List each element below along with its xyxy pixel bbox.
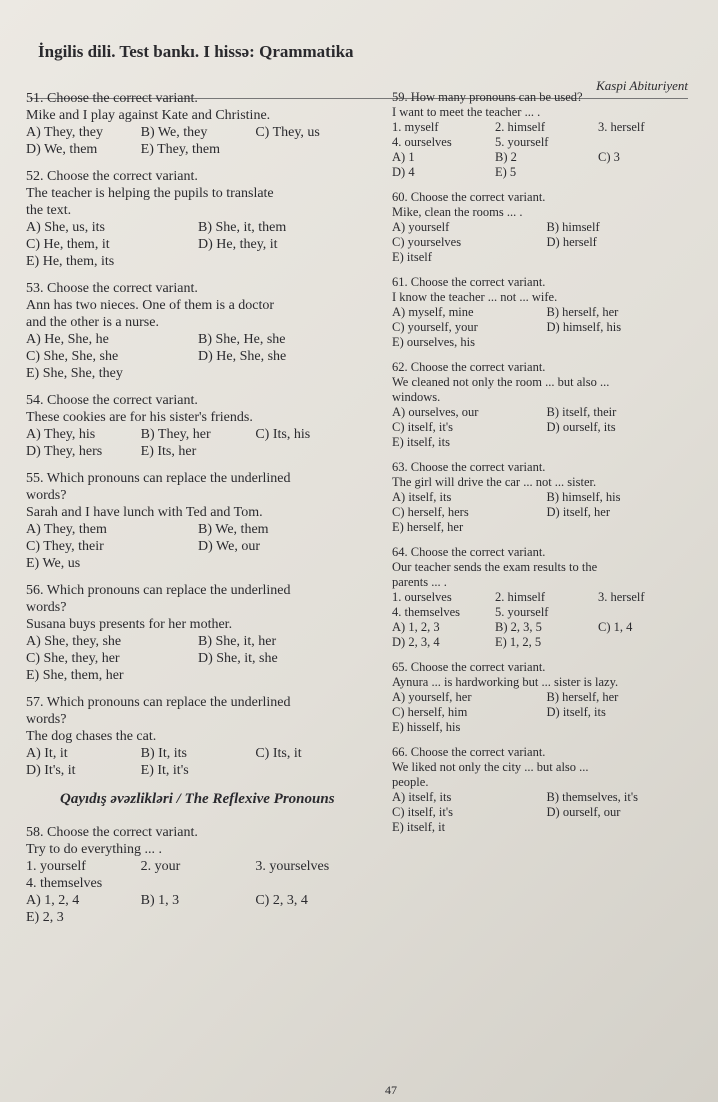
answer-option: E) herself, her [392, 520, 464, 534]
question-block [26, 280, 366, 382]
item-list [392, 120, 697, 150]
answer-option: D) They, hers [26, 444, 103, 459]
answer-option: D) itself, her [546, 505, 611, 519]
answer-option: C) yourself, your [392, 320, 478, 334]
answer-option: B) It, its [140, 746, 187, 761]
answer-option: C) 1, 4 [598, 620, 633, 634]
question-stem: 56. Which pronouns can replace the underlined [26, 583, 291, 598]
question-line: These cookies are for his sister's friends. [26, 410, 253, 425]
answer-options [392, 150, 697, 180]
answer-option: D) 2, 3, 4 [392, 635, 440, 649]
answer-option: B) We, them [198, 522, 269, 537]
answer-option: C) She, She, she [26, 349, 119, 364]
question-line: words? [26, 600, 67, 615]
page-number: 47 [385, 1083, 397, 1097]
answer-option: B) They, her [140, 427, 211, 442]
question-line: Mike, clean the rooms ... . [392, 205, 523, 219]
answer-option: A) 1 [392, 150, 415, 164]
answer-option: C) They, their [26, 539, 104, 554]
question-block [26, 694, 366, 779]
question-stem: 52. Choose the correct variant. [26, 169, 198, 184]
answer-option: E) ourselves, his [392, 335, 475, 349]
answer-option: E) itself, it [392, 820, 446, 834]
answer-option: C) Its, his [255, 427, 311, 442]
answer-options [26, 331, 366, 382]
answer-option: C) itself, it's [392, 805, 453, 819]
answer-option: B) 1, 3 [140, 893, 180, 908]
question-line: I know the teacher ... not ... wife. [392, 290, 558, 304]
question-line: We liked not only the city ... but also ... [392, 760, 589, 774]
answer-option: B) She, it, them [198, 220, 287, 235]
answer-option: D) 4 [392, 165, 415, 179]
question-line: and the other is a nurse. [26, 315, 159, 330]
answer-options [26, 521, 366, 572]
question-stem: 58. Choose the correct variant. [26, 825, 198, 840]
list-item: 2. your [140, 859, 181, 874]
answer-option: C) 3 [598, 150, 620, 164]
question-line: The teacher is helping the pupils to translate [26, 186, 274, 201]
question-stem: 57. Which pronouns can replace the underlined [26, 695, 291, 710]
answer-option: C) 2, 3, 4 [255, 893, 308, 908]
answer-option: E) 5 [495, 165, 517, 179]
question-line: Our teacher sends the exam results to the [392, 560, 598, 574]
list-item: 4. ourselves [392, 135, 452, 149]
answer-option: A) yourself [392, 220, 450, 234]
answer-option: B) 2, 3, 5 [495, 620, 542, 634]
question-line: I want to meet the teacher ... . [392, 105, 541, 119]
question-block [26, 168, 366, 270]
answer-options [392, 490, 697, 535]
left-question-list [26, 90, 366, 779]
list-item: 1. ourselves [392, 590, 452, 604]
question-block [392, 660, 697, 735]
answer-option: A) It, it [26, 746, 68, 761]
question-line: people. [392, 775, 429, 789]
left-column [26, 90, 366, 936]
question-stem: 55. Which pronouns can replace the underlined [26, 471, 291, 486]
question-stem: 53. Choose the correct variant. [26, 281, 198, 296]
question-line: The girl will drive the car ... not ... sister. [392, 475, 597, 489]
question-stem: 59. How many pronouns can be used? [392, 90, 583, 104]
question-line: Mike and I play against Kate and Christine. [26, 108, 271, 123]
answer-option: E) itself, its [392, 435, 450, 449]
question-stem: 63. Choose the correct variant. [392, 460, 546, 474]
right-question-list [392, 90, 697, 835]
answer-option: E) She, them, her [26, 668, 124, 683]
answer-option: E) itself [392, 250, 432, 264]
item-list [26, 858, 366, 892]
answer-option: A) yourself, her [392, 690, 472, 704]
list-item: 3. herself [598, 120, 645, 134]
answer-option: A) 1, 2, 3 [392, 620, 440, 634]
answer-option: B) herself, her [546, 305, 619, 319]
question-block [26, 90, 366, 158]
question-stem: 62. Choose the correct variant. [392, 360, 546, 374]
answer-option: D) She, it, she [198, 651, 278, 666]
answer-option: C) herself, hers [392, 505, 469, 519]
answer-options [392, 690, 697, 735]
question-line: Sarah and I have lunch with Ted and Tom. [26, 505, 263, 520]
question-line: the text. [26, 203, 72, 218]
answer-options [26, 219, 366, 270]
list-item: 2. himself [495, 590, 545, 604]
answer-option: A) ourselves, our [392, 405, 479, 419]
answer-option: D) ourself, our [546, 805, 621, 819]
answer-options [26, 745, 366, 779]
right-column [392, 90, 697, 845]
answer-option: E) We, us [26, 556, 81, 571]
question-block [392, 190, 697, 265]
answer-option: A) itself, its [392, 790, 452, 804]
list-item: 3. herself [598, 590, 645, 604]
answer-option: E) hisself, his [392, 720, 461, 734]
question-block [392, 360, 697, 450]
question-line: words? [26, 488, 67, 503]
question-block [26, 392, 366, 460]
list-item: 4. themselves [392, 605, 461, 619]
answer-option: E) They, them [140, 142, 220, 157]
answer-option: D) He, She, she [198, 349, 287, 364]
answer-options [392, 790, 697, 835]
question-stem: 61. Choose the correct variant. [392, 275, 546, 289]
question-block [392, 460, 697, 535]
page-header-title: İngilis dili. Test bankı. I hissə: Qrammatika [38, 42, 354, 61]
answer-option: A) She, us, its [26, 220, 105, 235]
list-item: 5. yourself [495, 135, 549, 149]
answer-option: A) She, they, she [26, 634, 122, 649]
question-block [26, 582, 366, 684]
question-58 [26, 824, 366, 926]
list-item: 2. himself [495, 120, 545, 134]
answer-option: D) herself [546, 235, 597, 249]
list-item: 5. yourself [495, 605, 549, 619]
answer-option: B) itself, their [546, 405, 617, 419]
question-line: windows. [392, 390, 441, 404]
list-item: 4. themselves [26, 876, 103, 891]
answer-option: D) itself, its [546, 705, 606, 719]
question-block [392, 90, 697, 180]
list-item: 1. myself [392, 120, 439, 134]
answer-option: A) 1, 2, 4 [26, 893, 80, 908]
question-line: Try to do everything ... . [26, 842, 162, 857]
question-stem: 65. Choose the correct variant. [392, 660, 546, 674]
question-line: parents ... . [392, 575, 447, 589]
answer-option: C) yourselves [392, 235, 462, 249]
list-item: 1. yourself [26, 859, 86, 874]
answer-option: A) They, them [26, 522, 107, 537]
question-block [392, 745, 697, 835]
answer-option: A) They, his [26, 427, 96, 442]
list-item: 3. yourselves [255, 859, 330, 874]
question-line: Aynura ... is hardworking but ... sister is lazy. [392, 675, 619, 689]
answer-option: A) They, they [26, 125, 103, 140]
answer-options [392, 620, 697, 650]
answer-option: A) He, She, he [26, 332, 109, 347]
answer-options [26, 426, 366, 460]
question-stem: 60. Choose the correct variant. [392, 190, 546, 204]
answer-option: D) He, they, it [198, 237, 278, 252]
question-line: The dog chases the cat. [26, 729, 157, 744]
question-block [392, 545, 697, 650]
answer-option: B) himself [546, 220, 600, 234]
answer-option: B) She, He, she [198, 332, 286, 347]
answer-options [26, 633, 366, 684]
answer-option: C) Its, it [255, 746, 302, 761]
answer-option: D) We, our [198, 539, 260, 554]
answer-option: C) She, they, her [26, 651, 120, 666]
answer-option: B) themselves, it's [546, 790, 638, 804]
answer-option: B) 2 [495, 150, 517, 164]
answer-option: E) He, them, its [26, 254, 115, 269]
answer-option: E) 1, 2, 5 [495, 635, 542, 649]
question-stem: 64. Choose the correct variant. [392, 545, 546, 559]
answer-option: C) herself, him [392, 705, 468, 719]
answer-options [392, 405, 697, 450]
question-line: Ann has two nieces. One of them is a doctor [26, 298, 275, 313]
answer-option: C) itself, it's [392, 420, 453, 434]
question-stem: 54. Choose the correct variant. [26, 393, 198, 408]
answer-options [392, 220, 697, 265]
answer-options [392, 305, 697, 350]
answer-options [26, 124, 366, 158]
question-line: Susana buys presents for her mother. [26, 617, 233, 632]
answer-option: B) She, it, her [198, 634, 277, 649]
section-title: Qayıdış əvəzlikləri / The Reflexive Pronouns [60, 791, 335, 807]
answer-option: A) myself, mine [392, 305, 474, 319]
answer-option: C) They, us [255, 125, 320, 140]
answer-options [26, 892, 366, 926]
answer-option: C) He, them, it [26, 237, 110, 252]
answer-option: D) It's, it [26, 763, 76, 778]
question-line: We cleaned not only the room ... but also ... [392, 375, 610, 389]
publisher-label: Kaspi Abituriyent [596, 78, 688, 93]
answer-option: E) 2, 3 [26, 910, 64, 925]
answer-option: B) We, they [140, 125, 208, 140]
answer-option: B) himself, his [546, 490, 621, 504]
question-block [26, 824, 366, 926]
answer-option: A) itself, its [392, 490, 452, 504]
question-block [26, 470, 366, 572]
question-line: words? [26, 712, 67, 727]
answer-option: B) herself, her [546, 690, 619, 704]
question-stem: 51. Choose the correct variant. [26, 91, 198, 106]
answer-option: D) himself, his [546, 320, 622, 334]
answer-option: E) Its, her [140, 444, 197, 459]
question-block [392, 275, 697, 350]
answer-option: D) ourself, its [546, 420, 616, 434]
answer-option: E) She, She, they [26, 366, 123, 381]
answer-option: E) It, it's [140, 763, 189, 778]
question-stem: 66. Choose the correct variant. [392, 745, 546, 759]
answer-option: D) We, them [26, 142, 98, 157]
item-list [392, 590, 697, 620]
